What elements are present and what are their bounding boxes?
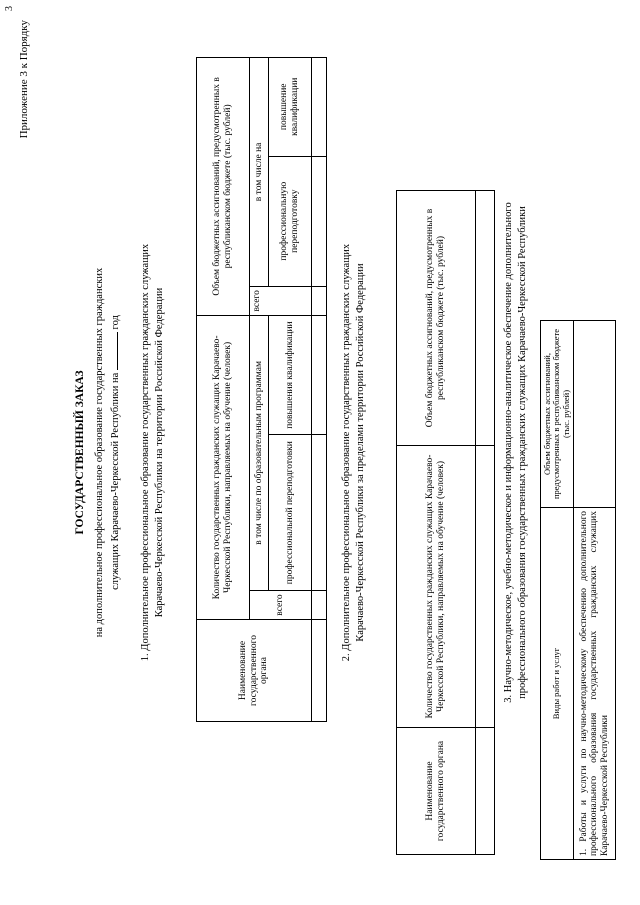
s1-empty-cell [312, 591, 327, 620]
s2-col-org: Наименование государственного органа [397, 728, 476, 855]
s1-count-incl: в том числе по образовательным программам [250, 315, 269, 590]
section3-table [540, 320, 616, 860]
section2-heading-line1: 2. Дополнительное профессиональное образование государственных гражданских служащих [341, 243, 352, 662]
document-subtitle-line2 [108, 0, 122, 905]
s3-col-budget: Объем бюджетных ассигнований, предусмотренных в республиканском бюджете (тыс. рублей) [541, 321, 574, 508]
s1-count-retraining: профессиональной переподготовки [269, 435, 312, 591]
s1-col-budget: Объем бюджетных ассигнований, предусмотренных в республиканском бюджете (тыс. рублей) [197, 58, 250, 316]
document-title: ГОСУДАРСТВЕННЫЙ ЗАКАЗ [74, 370, 86, 535]
s1-empty-cell [312, 435, 327, 591]
s1-budget-incl: в том числе на [250, 58, 269, 287]
s1-budget-upgrade: повышение квалификации [269, 58, 312, 157]
s1-empty-cell [312, 620, 327, 722]
section2-table [396, 190, 495, 855]
s1-empty-cell [312, 286, 327, 315]
page-number: 3 [4, 6, 15, 11]
section3-heading-line1: 3. Научно-методическое, учебно-методическое и информационно-аналитическое обеспечение дополнительного [503, 202, 514, 703]
s1-budget-retraining: профессиональную переподготовку [269, 156, 312, 286]
s2-col-count: Количество государственных гражданских служащих Карачаево-Черкесской Республики, направляемых на обучение (человек) [397, 446, 476, 728]
s1-count-total: всего [250, 591, 312, 620]
appendix-label: Приложение 3 к Порядку [18, 20, 30, 139]
s2-col-budget: Объем бюджетных ассигнований, предусмотренных в республиканском бюджете (тыс. рублей) [397, 191, 476, 446]
s2-empty-cell [476, 446, 495, 728]
s3-row1-label: 1. Работы и услуги по научно-методическому обеспечению дополнительного профессионального образования государственных гражданских служащих Карачаево-Черкесской Республики [574, 508, 616, 860]
s2-empty-cell [476, 191, 495, 446]
section1-heading-line2: Карачаево-Черкесской Республики на территории Российской Федерации [154, 287, 165, 618]
s3-col-works: Виды работ и услуг [541, 508, 574, 860]
year-blank [108, 332, 118, 370]
s3-row1-value [574, 321, 616, 508]
section3-heading-line2: профессионального образования государственных гражданских служащих Карачаево-Черкесской Республики [517, 206, 528, 699]
s1-empty-cell [312, 315, 327, 435]
s1-col-count: Количество государственных гражданских служащих Карачаево-Черкесской Республики, направляемых на обучение (человек) [197, 315, 250, 619]
subtitle-year-word: год [110, 315, 121, 330]
s2-empty-cell [476, 728, 495, 855]
subtitle-text: служащих Карачаево-Черкесской Республики на [110, 372, 121, 590]
s1-empty-cell [312, 156, 327, 286]
s1-budget-total: всего [250, 286, 312, 315]
s1-empty-cell [312, 58, 327, 157]
s1-col-org: Наименование государственного органа [197, 620, 312, 722]
section1-table [196, 57, 327, 722]
section1-heading-line1: 1. Дополнительное профессиональное образование государственных гражданских служащих [140, 243, 151, 662]
s1-count-upgrade: повышения квалификации [269, 315, 312, 435]
section2-heading-line2: Карачаево-Черкесской Республики за пределами территории Российской Федерации [355, 263, 366, 642]
document-subtitle-line1: на дополнительное профессиональное образование государственных гражданских [94, 267, 105, 638]
